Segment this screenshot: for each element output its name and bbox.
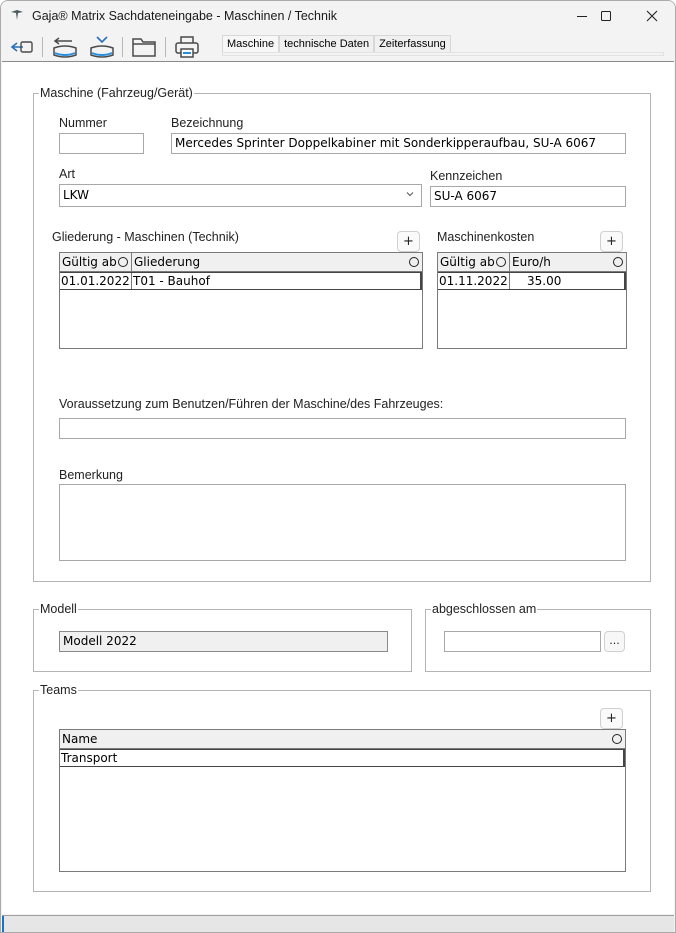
maximize-icon <box>600 10 612 22</box>
exit-icon <box>9 37 35 57</box>
app-logo-icon <box>11 10 23 20</box>
maschine-group <box>33 86 651 582</box>
add-gliederung-button[interactable]: + <box>397 231 420 252</box>
maximize-button[interactable] <box>583 1 629 31</box>
modell-legend: Modell <box>40 602 77 616</box>
maschinenkosten-title: Maschinenkosten <box>437 230 535 244</box>
sort-circle-icon <box>613 257 623 267</box>
table-cell: Transport <box>61 751 118 765</box>
status-bar <box>2 915 674 932</box>
grid-header <box>438 253 626 272</box>
abgeschlossen-legend: abgeschlossen am <box>432 602 537 616</box>
column-header-label: Name <box>62 732 98 746</box>
bezeichnung-input[interactable]: Mercedes Sprinter Doppelkabiner mit Sonderkipperaufbau, SU-A 6067 <box>171 133 626 154</box>
date-picker-button[interactable]: ... <box>604 631 625 652</box>
table-row[interactable] <box>438 272 626 290</box>
column-header-label: Gültig ab <box>62 255 117 269</box>
voraussetzung-label: Voraussetzung zum Benutzen/Führen der Maschine/des Fahrzeuges: <box>59 397 444 411</box>
teams-legend: Teams <box>40 683 77 697</box>
column-header-label: Euro/h <box>512 255 551 269</box>
grid-header <box>60 253 422 272</box>
sort-circle-icon <box>118 257 128 267</box>
art-value: LKW <box>63 188 89 202</box>
teams-grid <box>59 729 626 872</box>
teams-group <box>33 683 651 892</box>
print-button[interactable] <box>171 33 203 61</box>
column-header-label: Gliederung <box>134 255 201 269</box>
gliederung-title: Gliederung - Maschinen (Technik) <box>52 230 239 244</box>
tab-maschine[interactable]: Maschine <box>222 35 279 55</box>
table-cell: 01.01.2022 <box>61 274 130 288</box>
art-label: Art <box>59 167 75 181</box>
content-area <box>2 61 674 914</box>
column-header-gliederung[interactable] <box>131 253 422 271</box>
table-cell: 01.11.2022 <box>439 274 508 288</box>
add-team-button[interactable]: + <box>600 708 623 729</box>
gliederung-grid <box>59 252 423 349</box>
column-header-euro-h[interactable] <box>509 253 626 271</box>
toolbar-separator <box>42 37 43 57</box>
status-accent <box>2 916 4 932</box>
kennzeichen-label: Kennzeichen <box>430 169 503 183</box>
close-button[interactable] <box>629 1 675 31</box>
maschinenkosten-grid <box>437 252 627 349</box>
bemerkung-label: Bemerkung <box>59 468 123 482</box>
tab-zeiterfassung[interactable]: Zeiterfassung <box>374 35 451 54</box>
column-header-gueltig-ab[interactable] <box>60 253 131 271</box>
window-title: Gaja® Matrix Sachdateneingabe - Maschinen / Technik <box>32 9 337 23</box>
toolbar-separator <box>165 37 166 57</box>
abgeschlossen-date-input[interactable] <box>444 631 601 652</box>
table-cell: T01 - Bauhof <box>131 273 420 289</box>
table-row[interactable] <box>60 749 625 767</box>
modell-input[interactable]: Modell 2022 <box>59 631 388 652</box>
maschine-legend: Maschine (Fahrzeug/Gerät) <box>40 86 193 100</box>
database-undo-icon <box>50 33 80 61</box>
close-icon <box>646 10 658 22</box>
tab-technische-daten[interactable]: technische Daten <box>279 35 374 54</box>
save-button[interactable] <box>87 33 117 61</box>
chevron-down-icon <box>405 189 415 199</box>
sort-circle-icon <box>496 257 506 267</box>
table-row[interactable] <box>60 272 422 290</box>
art-select[interactable] <box>59 184 422 207</box>
voraussetzung-input[interactable] <box>59 418 626 439</box>
exit-button[interactable] <box>7 33 37 61</box>
tab-strip <box>222 52 664 56</box>
table-cell: 35.00 <box>509 273 624 289</box>
bemerkung-textarea[interactable] <box>59 484 626 561</box>
title-bar <box>1 1 675 31</box>
database-save-icon <box>87 33 117 61</box>
kennzeichen-input[interactable]: SU-A 6067 <box>430 186 626 207</box>
modell-group <box>33 602 412 672</box>
add-kosten-button[interactable]: + <box>600 231 623 252</box>
sort-circle-icon <box>612 734 622 744</box>
column-header-gueltig-ab[interactable] <box>438 253 509 271</box>
grid-header <box>60 730 625 749</box>
printer-icon <box>173 34 201 60</box>
folder-icon <box>130 35 158 59</box>
abgeschlossen-group <box>425 602 651 672</box>
toolbar-separator <box>122 37 123 57</box>
open-button[interactable] <box>129 33 159 61</box>
bezeichnung-label: Bezeichnung <box>171 116 244 130</box>
sort-circle-icon <box>409 257 419 267</box>
nummer-label: Nummer <box>59 116 107 130</box>
nummer-input[interactable] <box>59 133 144 154</box>
undo-button[interactable] <box>49 33 81 61</box>
column-header-label: Gültig ab <box>440 255 495 269</box>
column-header-name[interactable] <box>60 730 625 748</box>
